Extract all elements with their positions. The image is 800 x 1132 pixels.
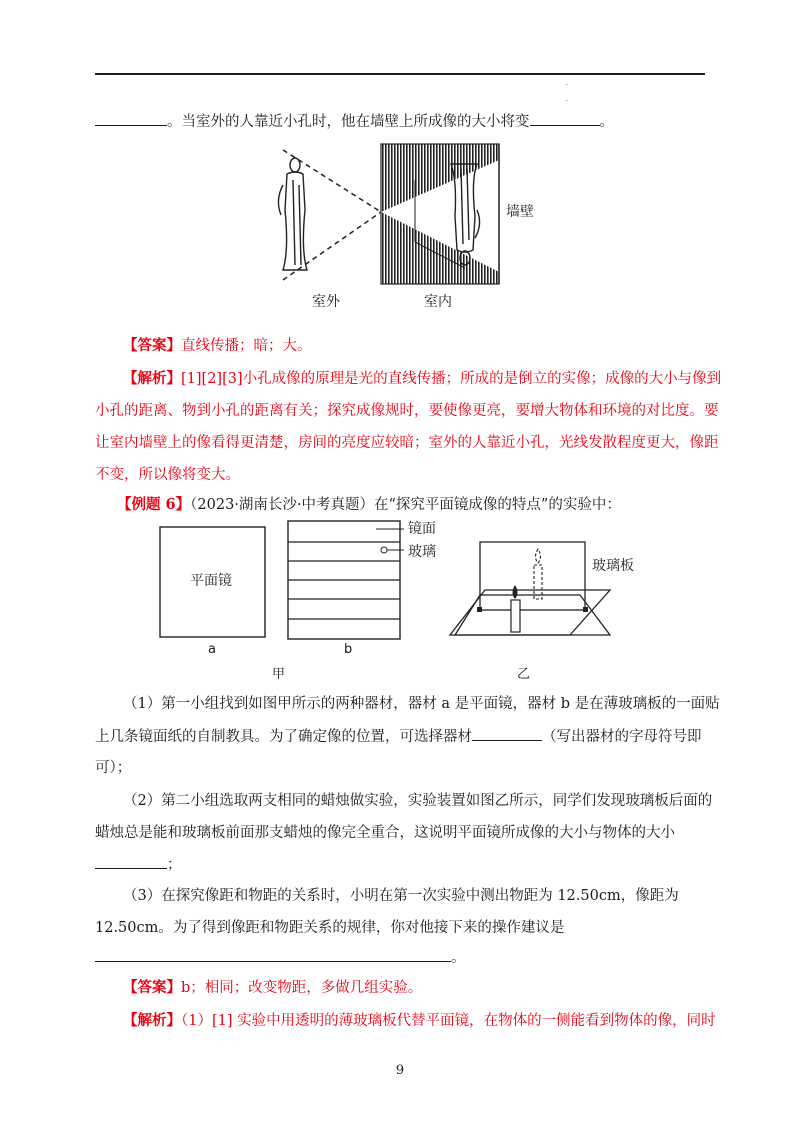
- answer-blank[interactable]: [95, 947, 451, 962]
- page-number: 9: [395, 1063, 405, 1078]
- analysis-line: 【解析】（1）[1] 实验中用透明的薄玻璃板代替平面镜，在物体的一侧能看到物体的像，同时: [123, 1012, 716, 1029]
- candle-image-icon: [534, 549, 542, 599]
- question-line: 。: [95, 946, 466, 970]
- person-upright-icon: [278, 158, 307, 270]
- question-line: 12.50cm。为了得到像距和物距关系的规律，你对他接下来的操作建议是: [95, 920, 565, 936]
- answer-line: 【答案】直线传播；暗；大。: [123, 337, 312, 354]
- header-rule: [95, 73, 705, 75]
- label-glass-plate: 玻璃板: [592, 558, 634, 574]
- question-line: 蜡烛总是能和玻璃板前面那支蜡烛的像完全重合，这说明平面镜所成像的大小与物体的大小: [95, 825, 675, 841]
- label-a: a: [208, 642, 216, 657]
- answer-blank[interactable]: [95, 854, 167, 869]
- analysis-line: 小孔的距离、物到小孔的距离有关；探究成像规时，要使像更亮，要增大物体和环境的对比度。要: [95, 403, 719, 419]
- label-wall: 墙壁: [506, 204, 534, 220]
- label-inside: 室内: [424, 294, 452, 310]
- question-line: （2）第二小组选取两支相同的蜡烛做实验，实验装置如图乙所示，同学们发现玻璃板后面的: [123, 793, 713, 809]
- analysis-line: 让室内墙壁上的像看得更清楚，房间的亮度应较暗；室外的人靠近小孔，光线发散程度更大，像距: [95, 435, 719, 451]
- mirror-figure: [150, 515, 620, 685]
- label-b: b: [344, 642, 353, 657]
- example-heading: 【例题 6】（2023·湖南长沙·中考真题）在“探究平面镜成像的特点”的实验中：: [117, 496, 621, 513]
- question-line: 可）；: [95, 760, 132, 776]
- header-mark: -: [565, 96, 569, 106]
- question-line: （1）第一小组找到如图甲所示的两种器材，器材 a 是平面镜，器材 b 是在薄玻璃板的一面贴: [123, 696, 720, 712]
- analysis-line: 【解析】[1][2][3]小孔成像的原理是光的直线传播；所成的是倒立的实像；成像的大小与像到: [123, 370, 722, 387]
- mirror-label: 平面镜: [190, 573, 232, 589]
- caption-yi: 乙: [517, 667, 531, 682]
- answer-blank[interactable]: [95, 111, 167, 126]
- pinhole-figure: [265, 140, 540, 320]
- question-line: （3）在探究像距和物距的关系时，小明在第一次实验中测出物距为 12.50cm，像距为: [123, 888, 679, 904]
- header-mark: -: [565, 80, 569, 90]
- answer-blank[interactable]: [530, 111, 600, 126]
- question-line: ；: [95, 853, 182, 877]
- answer-line: 【答案】b；相同；改变物距，多做几组实验。: [123, 979, 423, 996]
- label-outside: 室外: [312, 294, 340, 310]
- analysis-line: 不变，所以像将变大。: [95, 467, 240, 483]
- answer-blank[interactable]: [472, 726, 542, 741]
- label-glass: 玻璃: [408, 544, 436, 560]
- question-line: 上几条镜面纸的自制教具。为了确定像的位置，可选择器材 （写出器材的字母符号即: [95, 725, 702, 749]
- label-mirror-face: 镜面: [408, 521, 436, 537]
- candle-icon: [511, 585, 520, 632]
- question-line: 。当室外的人靠近小孔时，他在墙壁上所成像的大小将变 。: [95, 110, 614, 134]
- caption-jia: 甲: [272, 667, 286, 682]
